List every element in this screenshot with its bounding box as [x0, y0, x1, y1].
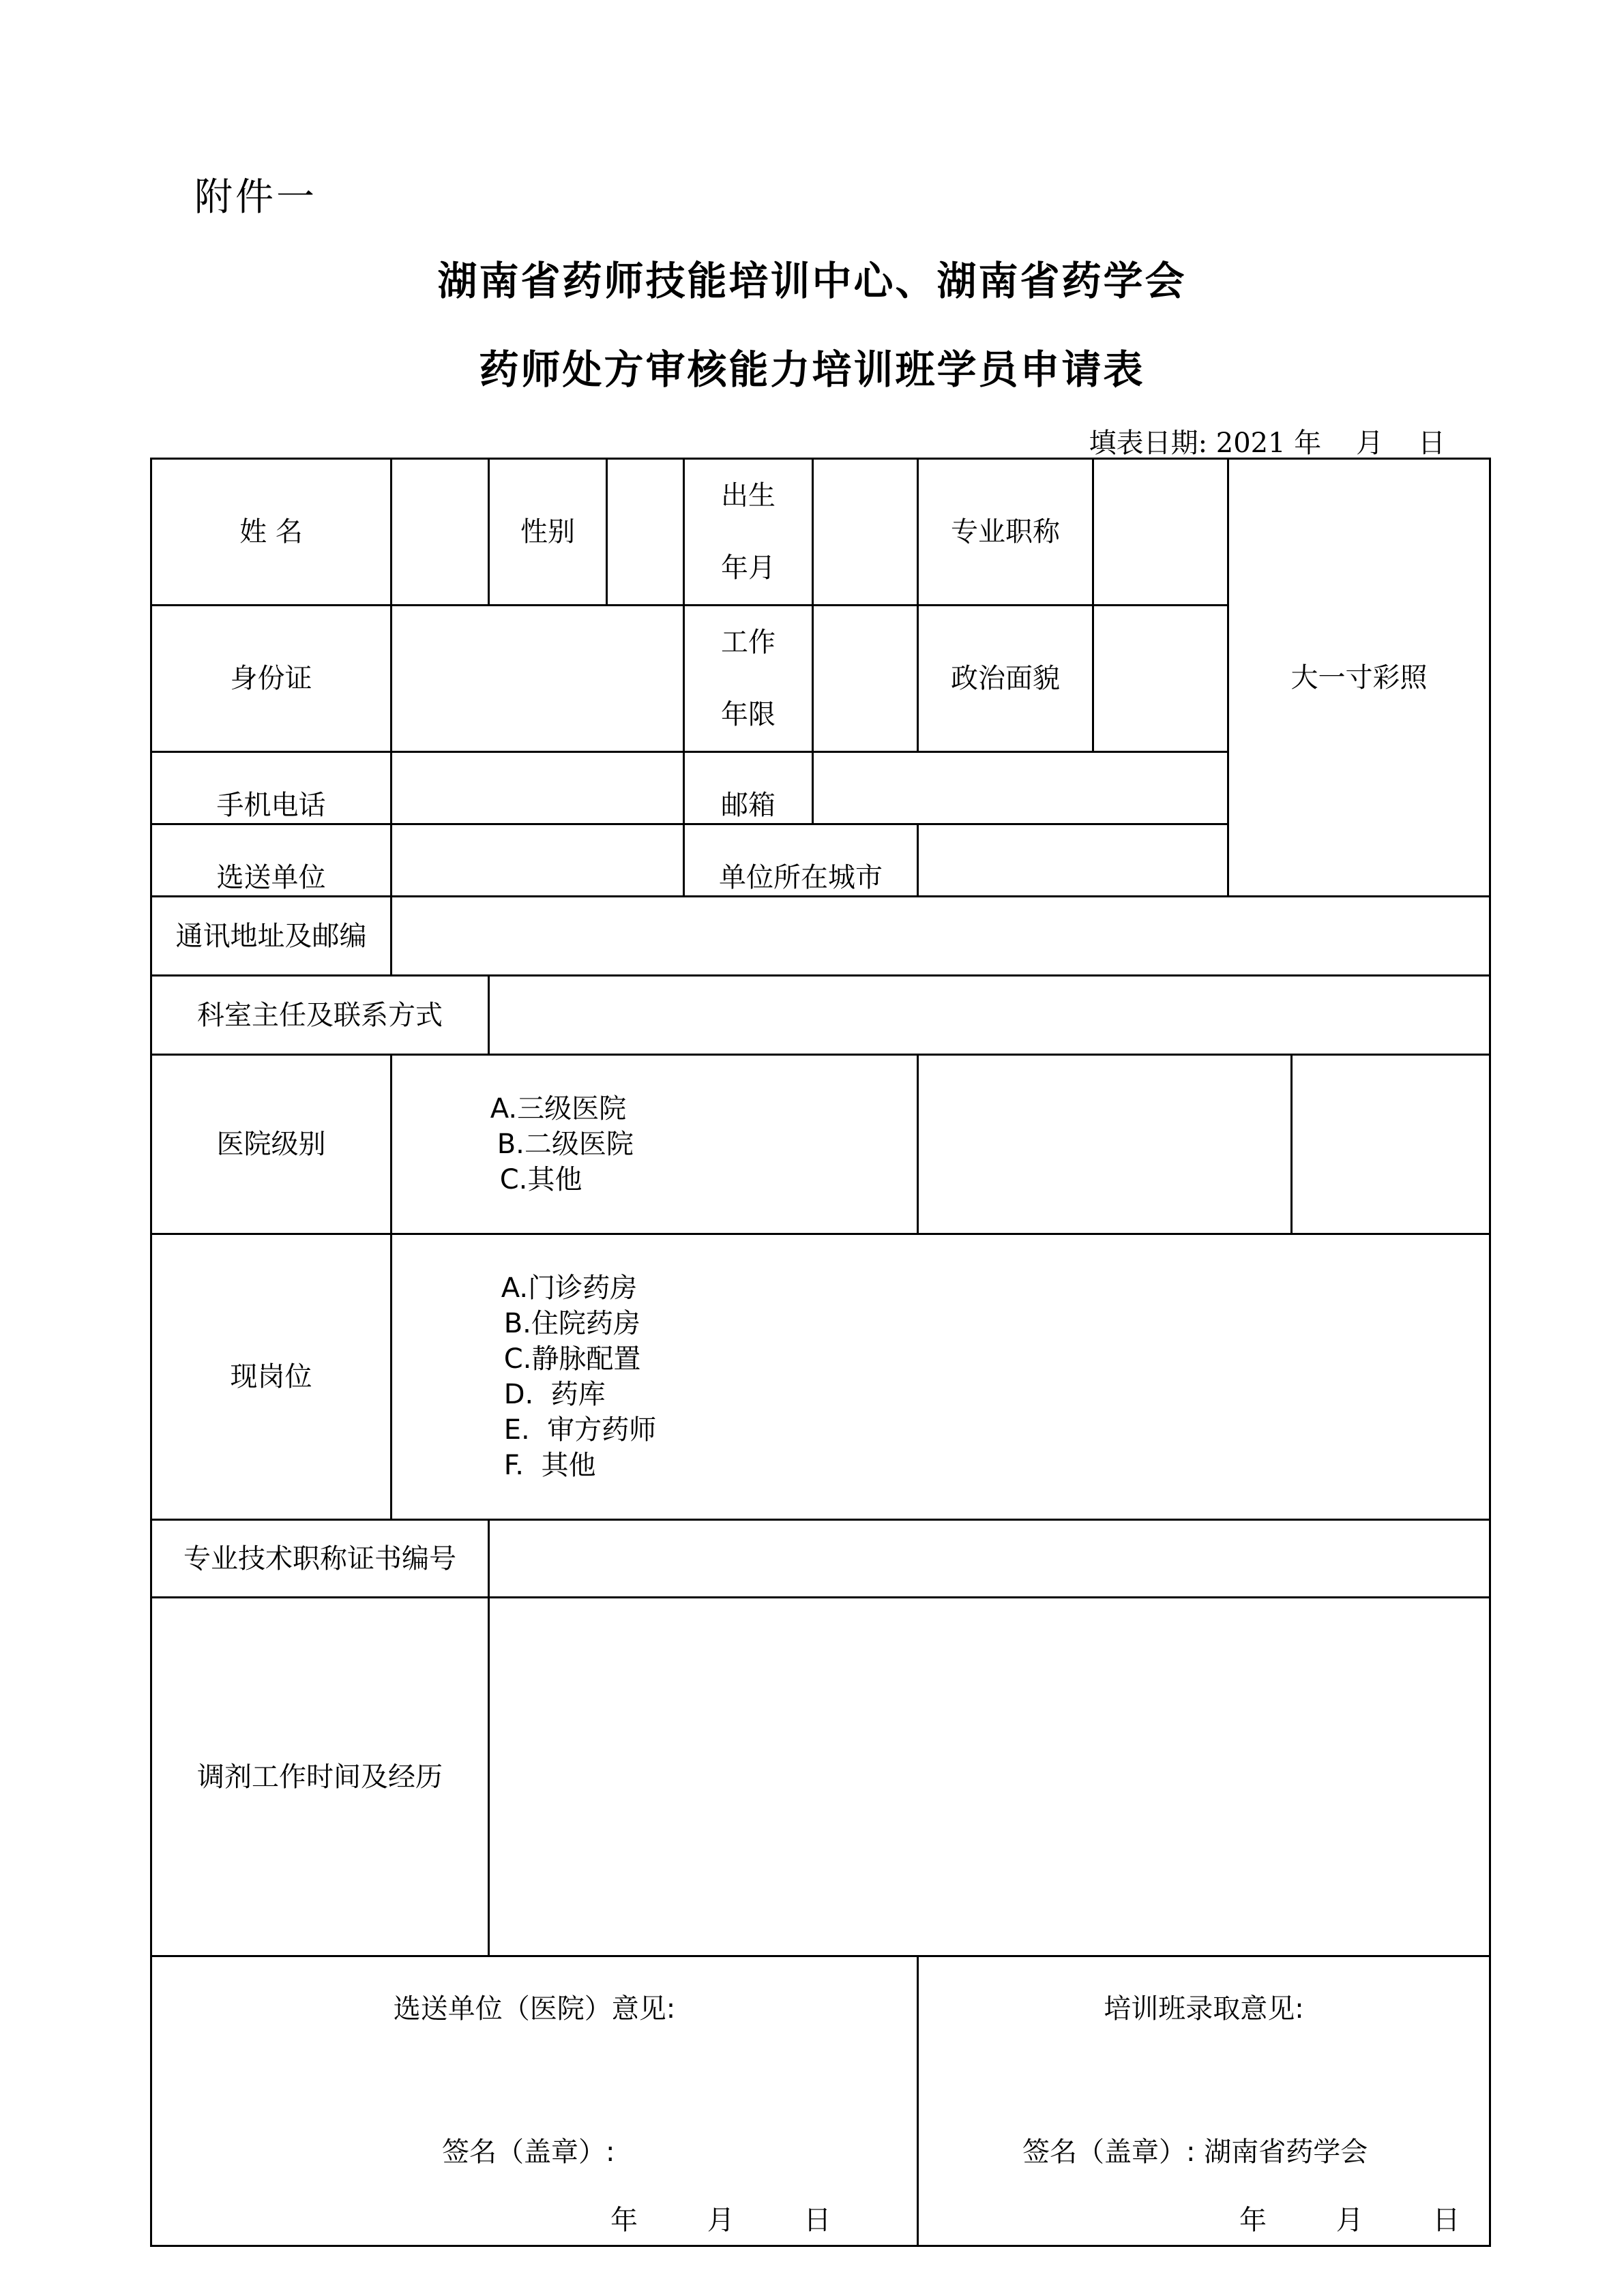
- unit-opinion-sign: 签名（盖章）:: [442, 2136, 615, 2168]
- title-rank-label: 专业职称: [918, 459, 1093, 606]
- position-option-d[interactable]: D. 药库: [503, 1379, 606, 1410]
- unit-opinion-date: 年 月 日: [610, 2205, 831, 2236]
- hospital-level-option-a[interactable]: A.三级医院: [490, 1093, 627, 1124]
- gender-label: 性别: [489, 459, 607, 606]
- birth-label-line1: 出生: [721, 480, 776, 511]
- work-years-label-line1: 工作: [721, 627, 776, 658]
- work-years-label-line2: 年限: [721, 699, 776, 730]
- cert-no-label: 专业技术职称证书编号: [151, 1520, 489, 1598]
- name-field[interactable]: [392, 459, 489, 606]
- phone-field[interactable]: [392, 752, 684, 824]
- hospital-level-label: 医院级别: [151, 1055, 392, 1234]
- email-field[interactable]: [813, 752, 1228, 824]
- position-option-f[interactable]: F. 其他: [503, 1450, 596, 1481]
- unit-field[interactable]: [392, 824, 684, 897]
- position-option-c[interactable]: C.静脉配置: [503, 1343, 641, 1375]
- id-card-field[interactable]: [392, 606, 684, 752]
- photo-box: 大一寸彩照: [1228, 459, 1490, 897]
- admission-opinion-sign: 签名（盖章）: 湖南省药学会: [1022, 2136, 1368, 2168]
- hospital-level-extra-field[interactable]: [918, 1055, 1292, 1234]
- work-years-label: [684, 606, 813, 752]
- unit-label: 选送单位: [151, 824, 392, 897]
- position-option-a[interactable]: A.门诊药房: [501, 1272, 638, 1304]
- unit-opinion-box: [151, 1956, 918, 2246]
- unit-opinion-title: 选送单位（医院）意见:: [393, 1993, 676, 2025]
- position-option-b[interactable]: B.住院药房: [503, 1308, 640, 1339]
- hospital-level-option-b[interactable]: B.二级医院: [497, 1129, 634, 1160]
- experience-label: 调剂工作时间及经历: [151, 1598, 489, 1956]
- admission-opinion-date: 年 月 日: [1239, 2205, 1460, 2236]
- hospital-level-extra-field-2[interactable]: [1292, 1055, 1490, 1234]
- position-options: [392, 1234, 1490, 1520]
- cert-no-field[interactable]: [489, 1520, 1490, 1598]
- fill-date: 填表日期: 2021 年 月 日: [1089, 428, 1445, 459]
- position-option-e[interactable]: E. 审方药师: [503, 1414, 657, 1446]
- admission-opinion-title: 培训班录取意见:: [1104, 1993, 1304, 2025]
- director-field[interactable]: [489, 976, 1490, 1055]
- admission-opinion-box: [918, 1956, 1490, 2246]
- name-label: 姓 名: [151, 459, 392, 606]
- form-title-line1: 湖南省药师技能培训中心、湖南省药学会: [437, 258, 1187, 304]
- birth-label: [684, 459, 813, 606]
- hospital-level-options: [392, 1055, 918, 1234]
- form-title-line2: 药师处方审核能力培训班学员申请表: [479, 346, 1145, 393]
- title-rank-field[interactable]: [1093, 459, 1228, 606]
- director-label: 科室主任及联系方式: [151, 976, 489, 1055]
- email-label: 邮箱: [684, 752, 813, 824]
- politics-label: 政治面貌: [918, 606, 1093, 752]
- city-field[interactable]: [918, 824, 1228, 897]
- position-label: 现岗位: [151, 1234, 392, 1520]
- city-label: 单位所在城市: [684, 824, 918, 897]
- birth-field[interactable]: [813, 459, 918, 606]
- politics-field[interactable]: [1093, 606, 1228, 752]
- hospital-level-option-c[interactable]: C.其他: [499, 1164, 582, 1195]
- experience-field[interactable]: [489, 1598, 1490, 1956]
- application-form-table: [150, 458, 1491, 2247]
- gender-field[interactable]: [607, 459, 684, 606]
- address-field[interactable]: [392, 897, 1490, 976]
- id-card-label: 身份证: [151, 606, 392, 752]
- address-label: 通讯地址及邮编: [151, 897, 392, 976]
- annex-label: 附件一: [194, 175, 317, 220]
- phone-label: 手机电话: [151, 752, 392, 824]
- work-years-field[interactable]: [813, 606, 918, 752]
- birth-label-line2: 年月: [721, 552, 776, 584]
